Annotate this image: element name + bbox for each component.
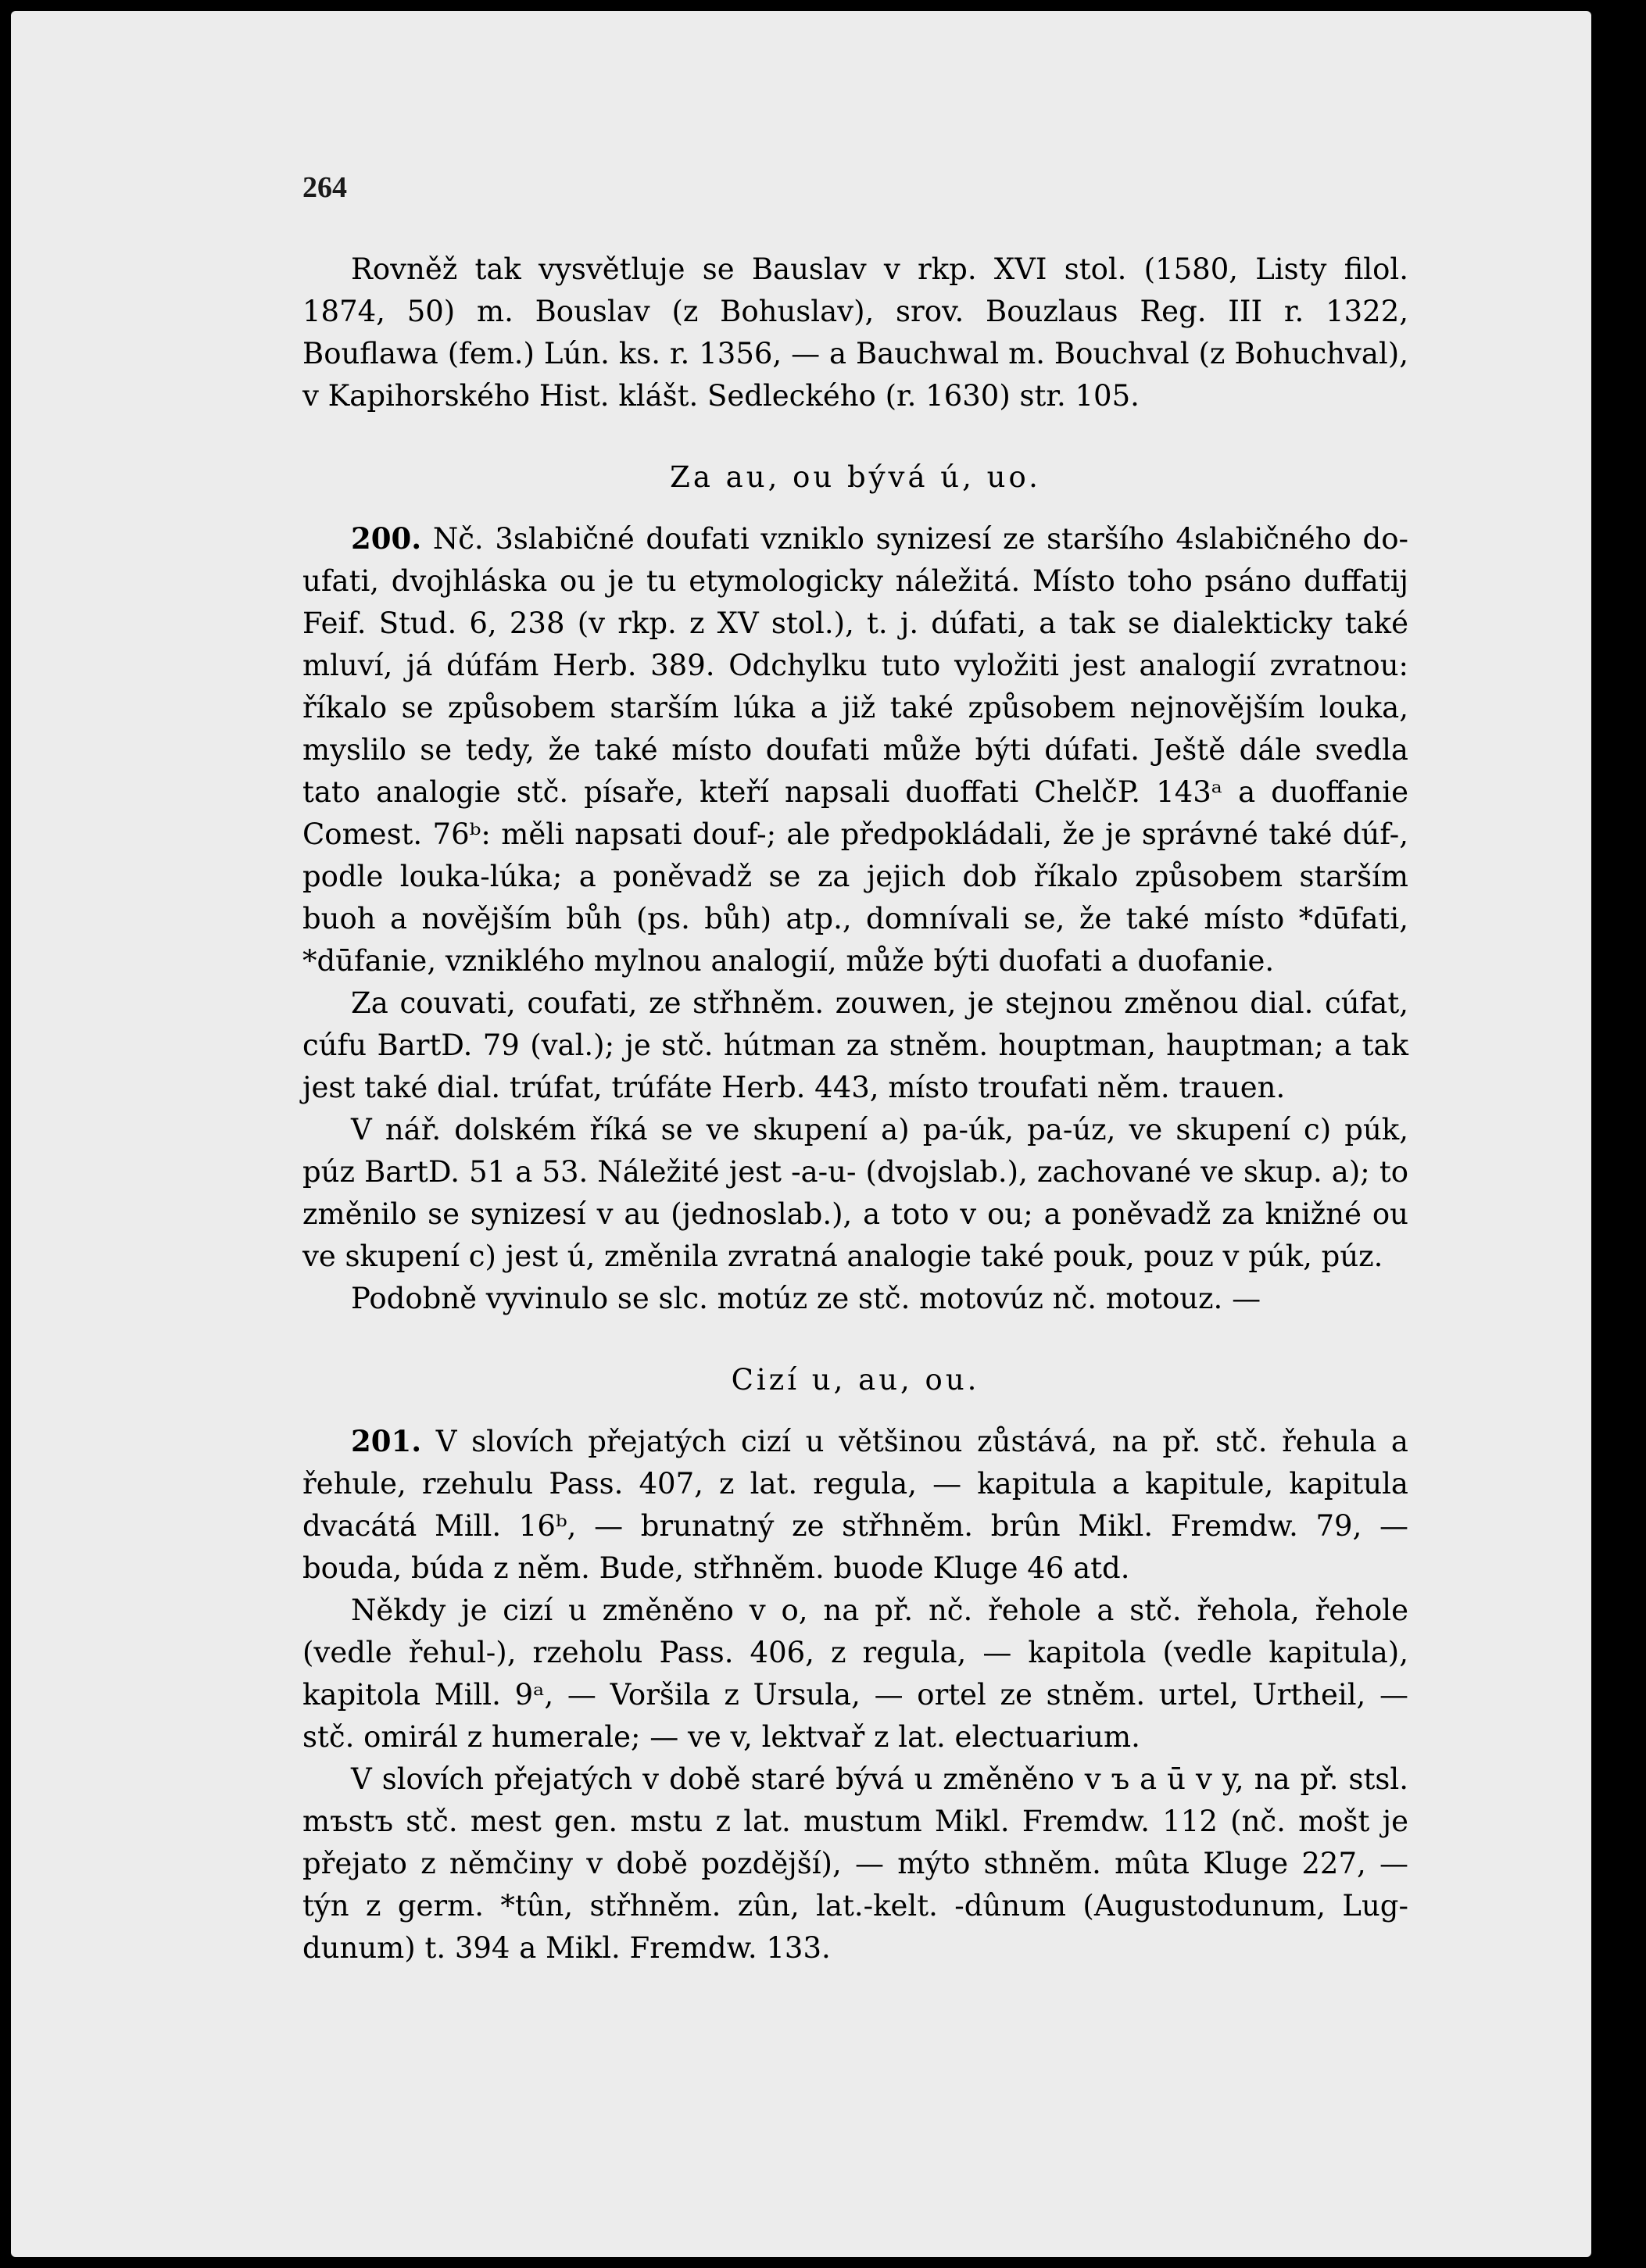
paragraph-201: [302, 1420, 1408, 1590]
paragraph-201-text: V slovích přejatých cizí u většinou zůstává, na př. stč. řehula a řehule, rzehulu Pass. 407, z lat. regula, — kapitula a kapitule, kapitula dvacátá Mill. 16ᵇ, — brunatný ze střhněm. brûn Mikl. Fremdw. 79, — bouda, búda z něm. Bude, střhněm. buode Kluge 46 atd.: [302, 1425, 1408, 1585]
paragraph-intro: Rovněž tak vysvětluje se Bauslav v rkp. XVI stol. (1580, Listy filol. 1874, 50) m. Bouslav (z Bohuslav), srov. Bouzlaus Reg. III r. 1322, Bouflawa (fem.) Lún. ks. r. 1356, — a Bauchwal m. Bouchval (z Bohuchval), v Kapihorského Hist. klášt. Sedleckého (r. 1630) str. 105.: [302, 252, 1408, 413]
page-number: 264: [302, 171, 347, 204]
paragraph-nekdy: Někdy je cizí u změněno v o, na př. nč. řehole a stč. řehola, řehole (vedle řehul-), rzeholu Pass. 406, z regula, — kapitola (vedle kapitula), kapitola Mill. 9ᵃ, — Voršila z Ursula, — ortel ze stněm. urtel, Urtheil, — stč. omirál z humerale; — ve v, lektvař z lat. electuarium.: [302, 1594, 1408, 1754]
paragraph-couvati: Za couvati, coufati, ze střhněm. zouwen, je stejnou změnou dial. cúfat, cúfu BartD. 79 (val.); je stč. hútman za stněm. houptman, hauptman; a tak jest také dial. trúfat, trúfáte Herb. 443, místo troufati něm. trauen.: [302, 986, 1408, 1104]
text-body: [302, 249, 1408, 1969]
paragraph-200-text: Nč. 3slabičné doufati vzniklo synizesí ze staršího 4slabičného do-ufati, dvojhláska ou je tu etymologicky náležitá. Místo toho psáno duffatij Feif. Stud. 6, 238 (v rkp. z XV stol.), t. j. dúfati, a tak se dialekticky také mluví, já dúfám Herb. 389. Odchylku tuto vyložiti jest analogií zvratnou: říkalo se způsobem starším lúka a již také způsobem nejnovějším louka, myslilo se tedy, že také místo doufati může býti dúfati. Ještě dále svedla tato analogie stč. písaře, kteří napsali duoffati ChelčP. 143ᵃ a duoffanie Comest. 76ᵇ: měli napsati douf-; ale předpokládali, že je správné také dúf-, podle louka-lúka; a poněvadž se za jejich dob říkalo způsobem starším buoh a novějším bůh (ps. bůh) atp., domnívali se, že také místo *dūfati, *dūfanie, vzniklého mylnou analogií, může býti duofati a duofanie.: [302, 522, 1408, 978]
paragraph-motuz: Podobně vyvinulo se slc. motúz ze stč. motovúz nč. motouz. —: [351, 1282, 1261, 1315]
paragraph-dolske: V nář. dolském říká se ve skupení a) pa-úk, pa-úz, ve skupení c) púk, púz BartD. 51 a 53. Náležité jest -a-u- (dvojslab.), zachované ve skup. a); to změnilo se synizesí v au (jednoslab.), a toto v ou; a poněvadž za knižné ou ve skupení c) jest ú, změnila zvratná analogie také pouk, pouz v púk, púz.: [302, 1113, 1408, 1273]
section-number-201: 201.: [351, 1424, 422, 1458]
section-heading-au-ou: Za au, ou bývá ú, uo.: [670, 460, 1041, 494]
section-heading-cizi: Cizí u, au, ou.: [731, 1363, 980, 1397]
paragraph-200: [302, 517, 1408, 982]
paragraph-stare: V slovích přejatých v době staré bývá u změněno v ъ a ū v y, na př. stsl. mъstъ stč. mest gen. mstu z lat. mustum Mikl. Fremdw. 112 (nč. mošt je přejato z němčiny v době pozdější), — mýto sthněm. mûta Kluge 227, — týn z germ. *tûn, střhněm. zûn, lat.-kelt. -dûnum (Augustodunum, Lug-dunum) t. 394 a Mikl. Fremdw. 133.: [302, 1762, 1408, 1965]
section-number-200: 200.: [351, 521, 422, 556]
